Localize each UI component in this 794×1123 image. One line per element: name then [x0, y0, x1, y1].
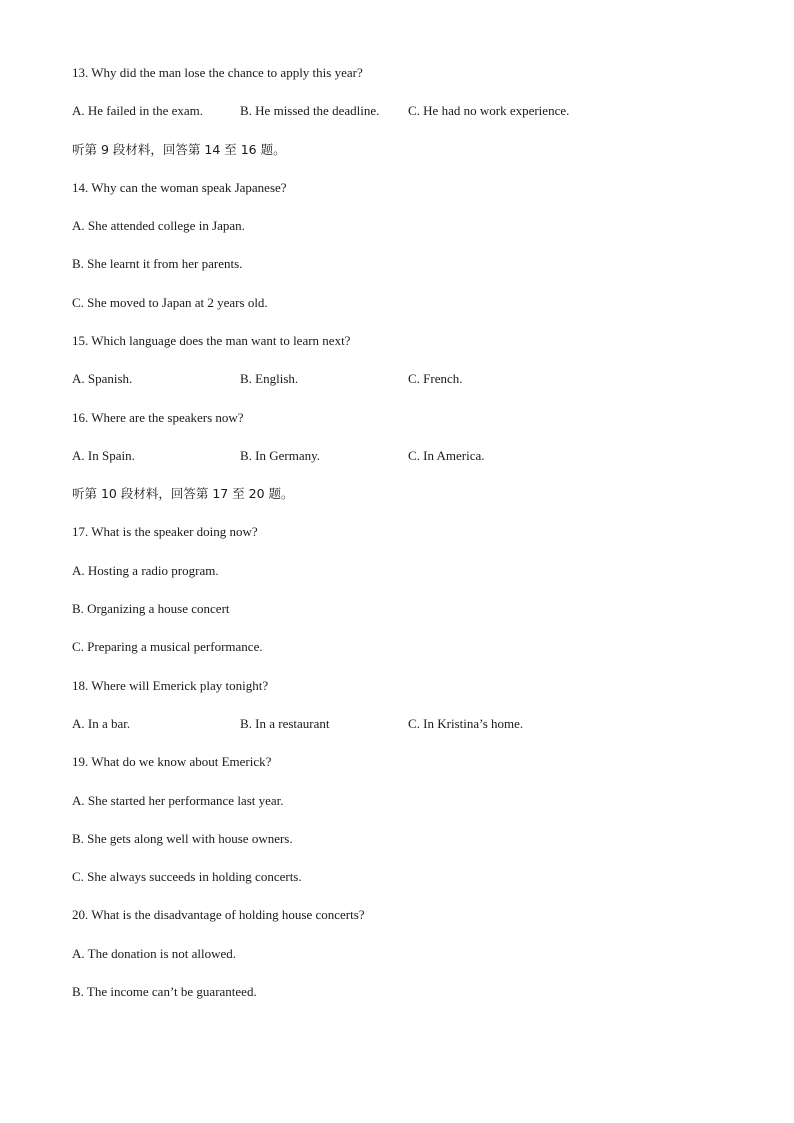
option-15-b: B. English. [240, 371, 299, 386]
option-16-c: C. In America. [408, 448, 485, 463]
question-17: 17. What is the speaker doing now? [72, 524, 258, 539]
option-15-a: A. Spanish. [72, 371, 133, 386]
question-14: 14. Why can the woman speak Japanese? [72, 180, 287, 195]
option-19-c: C. She always succeeds in holding concerts. [72, 869, 302, 884]
option-14-c: C. She moved to Japan at 2 years old. [72, 295, 268, 310]
question-20: 20. What is the disadvantage of holding house concerts? [72, 907, 365, 922]
option-17-b: B. Organizing a house concert [72, 601, 230, 616]
option-20-b: B. The income can’t be guaranteed. [72, 984, 257, 999]
section-heading-10: 听第 10 段材料，回答第 17 至 20 题。 [72, 486, 294, 501]
option-19-b: B. She gets along well with house owners. [72, 831, 293, 846]
option-15-c: C. French. [408, 371, 463, 386]
question-16: 16. Where are the speakers now? [72, 410, 244, 425]
option-18-b: B. In a restaurant [240, 716, 330, 731]
option-20-a: A. The donation is not allowed. [72, 946, 237, 961]
option-14-a: A. She attended college in Japan. [72, 218, 245, 233]
option-13-b: B. He missed the deadline. [240, 103, 380, 118]
option-17-c: C. Preparing a musical performance. [72, 639, 263, 654]
question-13: 13. Why did the man lose the chance to apply this year? [72, 65, 363, 80]
option-17-a: A. Hosting a radio program. [72, 563, 219, 578]
option-14-b: B. She learnt it from her parents. [72, 256, 243, 271]
option-13-a: A. He failed in the exam. [72, 103, 204, 118]
option-18-c: C. In Kristina’s home. [408, 716, 524, 731]
question-19: 19. What do we know about Emerick? [72, 754, 272, 769]
option-19-a: A. She started her performance last year. [72, 793, 284, 808]
option-16-a: A. In Spain. [72, 448, 135, 463]
question-18: 18. Where will Emerick play tonight? [72, 678, 269, 693]
option-18-a: A. In a bar. [72, 716, 131, 731]
option-13-c: C. He had no work experience. [408, 103, 570, 118]
option-16-b: B. In Germany. [240, 448, 321, 463]
section-heading-9: 听第 9 段材料，回答第 14 至 16 题。 [72, 142, 286, 157]
question-15: 15. Which language does the man want to learn next? [72, 333, 351, 348]
